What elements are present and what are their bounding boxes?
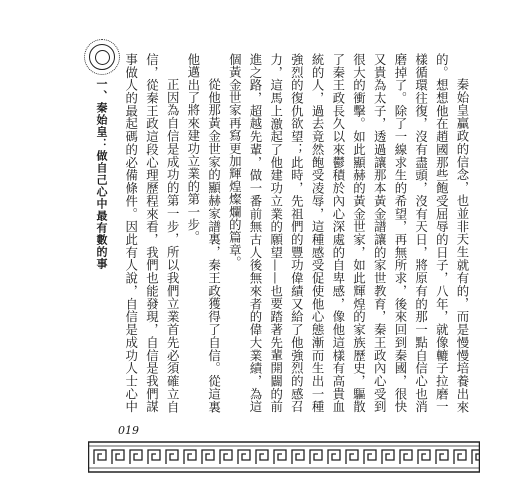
meander-unit bbox=[436, 450, 448, 464]
meander-unit bbox=[454, 450, 466, 464]
meander-unit bbox=[382, 450, 394, 464]
meander-unit bbox=[184, 450, 196, 464]
meander-unit bbox=[310, 450, 322, 464]
running-head: 一、秦始皇：做自己心中最有數的事 bbox=[95, 78, 108, 270]
meander-unit bbox=[418, 450, 430, 464]
meander-unit bbox=[256, 450, 268, 464]
meander-unit bbox=[94, 450, 106, 464]
meander-unit bbox=[328, 450, 340, 464]
meander-unit bbox=[238, 450, 250, 464]
meander-unit bbox=[220, 450, 232, 464]
paragraph: 從他那黃金世家的顯赫家譜裏，秦王政獲得了自信。從這裏他邁出了將來建功立業的第一步。 bbox=[185, 53, 222, 413]
meander-unit bbox=[112, 450, 124, 464]
meander-unit bbox=[292, 450, 304, 464]
meander-unit bbox=[400, 450, 412, 464]
meander-unit bbox=[166, 450, 178, 464]
meander-unit bbox=[346, 450, 358, 464]
paragraph: 正因為自信是成功的第一步，所以我們立業首先必須確立自信，從秦王政這段心理歷程來看，我們也能發現，自信是我們謀事做人的最起碼的必備條件。因此有人說，自信是成功人士心中 bbox=[123, 53, 181, 413]
page-number: 019 bbox=[118, 424, 139, 437]
meander-unit bbox=[202, 450, 214, 464]
paragraph: 秦始皇贏政的信念，也並非天生就有的，而是慢慢培養出來的。想想他在趙國那些飽受屈辱的日子，八年，就像轆子拉磨一樣循環往復，沒有盡頭，沒有天日，將原有的那一點自信心也消磨掉了。除了一線求生的希望，再無所求，後來回到秦國，很快又貴為太子，透過讓那本黃金譜讓的家世教育，秦王政內心受到很大的衝擊。如此顯赫的黃金世家，如此輝煌的家族歷史，驅散了秦王政長久以來鬱積於內心深處的自卑感，像他這樣有高貴血統的人，過去竟然飽受凌辱，這種感受促使他心態漸而生出一種強烈的復仇欲望；此時，先祖們的豐功偉績又給了他強烈的感召力，這馬上激起了他建功立業的願望——也要踏著先輩開闢的前進之路，超越先輩，做一番前無古人後無來者的偉大業績，為這個黃金世家再寫更加輝煌燦爛的篇章。 bbox=[227, 53, 470, 413]
meander-unit bbox=[364, 450, 376, 464]
footer-key-border bbox=[88, 440, 480, 474]
body-text bbox=[120, 53, 472, 413]
meander-unit bbox=[148, 450, 160, 464]
meander-unit bbox=[274, 450, 286, 464]
header-seal-icon bbox=[89, 44, 115, 70]
meander-unit bbox=[130, 450, 142, 464]
